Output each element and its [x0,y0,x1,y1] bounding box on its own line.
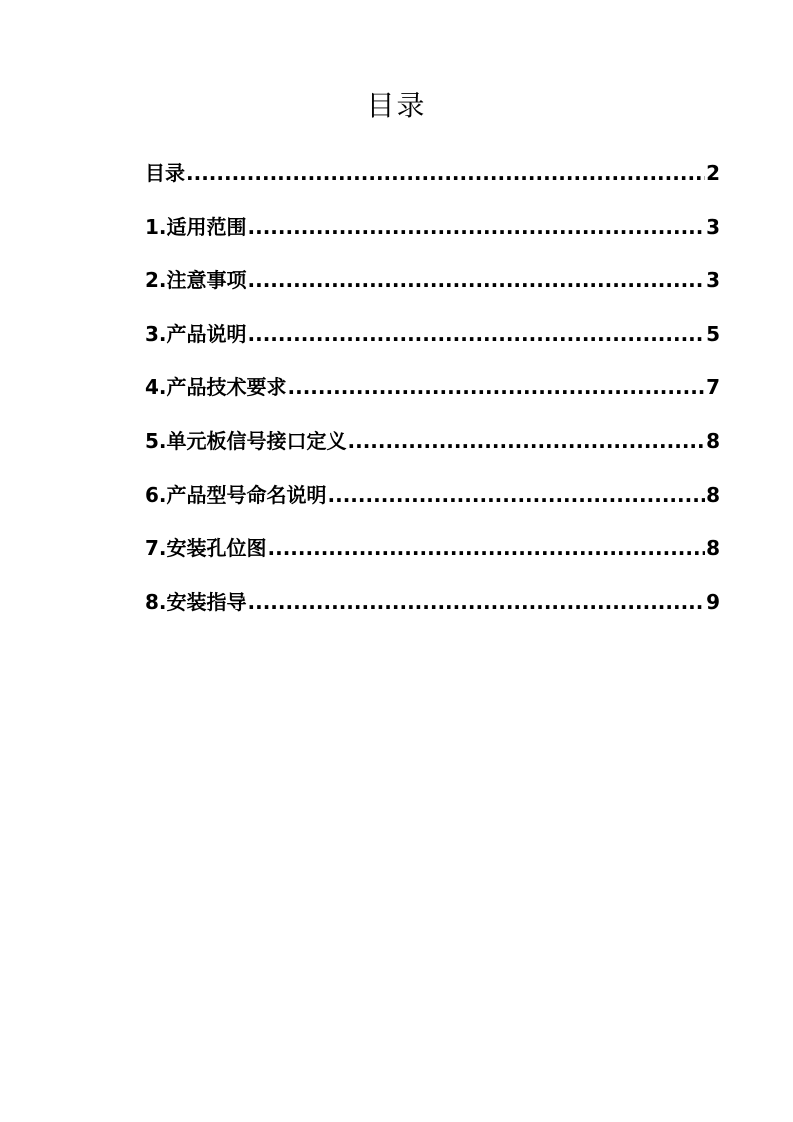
toc-page-number: 9 [706,589,720,614]
toc-page-number: 7 [706,375,720,400]
toc-entry-model-naming[interactable] [145,479,720,533]
toc-entry-label: 目录 [145,161,185,185]
toc-dot-leader [186,157,705,189]
toc-page-number: 3 [706,214,720,239]
toc-entry-technical-requirements[interactable] [145,371,720,425]
toc-entry-contents[interactable] [145,157,720,211]
toc-entry-precautions[interactable] [145,264,720,318]
toc-dot-leader [328,479,706,511]
toc-dot-leader [268,532,706,564]
toc-dot-leader [248,318,706,350]
toc-entry-label: 7.安装孔位图 [145,536,267,561]
toc-dot-leader [248,264,706,296]
toc-title: 目录 [366,89,427,122]
toc-entry-scope[interactable] [145,211,720,265]
toc-list [145,157,720,639]
toc-entry-signal-interface[interactable] [145,425,720,479]
toc-page-number: 8 [706,536,720,561]
toc-entry-label: 3.产品说明 [145,321,247,346]
toc-page-number: 8 [706,482,720,507]
toc-dot-leader [248,211,706,243]
toc-entry-label: 5.单元板信号接口定义 [145,428,347,453]
toc-page-number: 5 [706,321,720,346]
toc-dot-leader [348,425,706,457]
toc-dot-leader [248,586,706,618]
toc-dot-leader [288,371,706,403]
toc-entry-label: 4.产品技术要求 [145,375,287,400]
toc-page-number: 8 [706,428,720,453]
toc-entry-label: 2.注意事项 [145,268,247,293]
toc-entry-label: 6.产品型号命名说明 [145,482,327,507]
toc-entry-installation-guide[interactable] [145,586,720,640]
toc-page-number: 2 [706,161,720,185]
toc-entry-product-description[interactable] [145,318,720,372]
toc-entry-label: 8.安装指导 [145,589,247,614]
toc-entry-label: 1.适用范围 [145,214,247,239]
toc-entry-mounting-holes[interactable] [145,532,720,586]
toc-page-number: 3 [706,268,720,293]
